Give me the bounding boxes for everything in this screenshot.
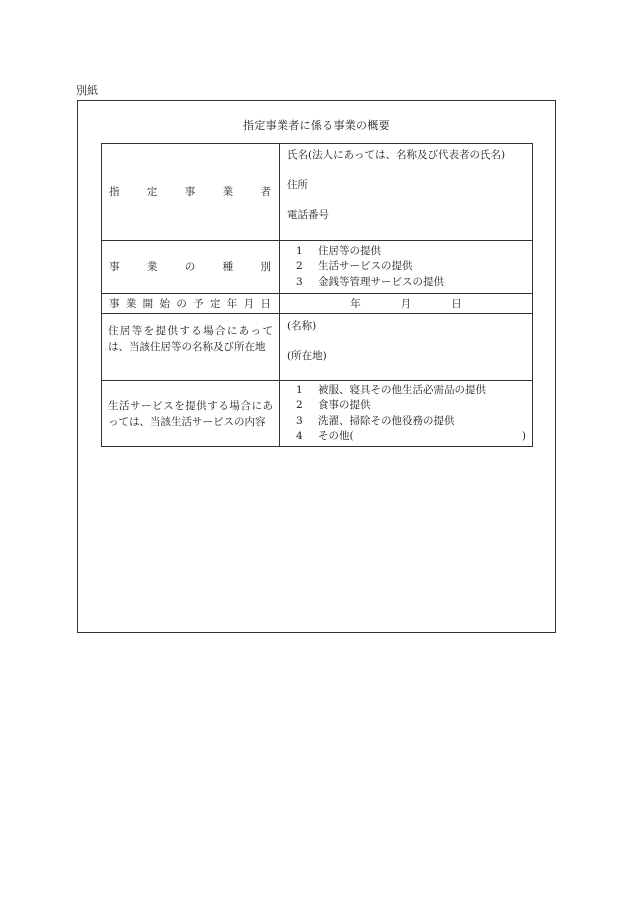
operator-address-line: 住所 (287, 179, 308, 191)
operator-label-cell (102, 144, 280, 241)
business-type-label-cell (102, 241, 280, 294)
document-title: 指定事業者に係る事業の概要 (243, 119, 390, 132)
month-unit: 月 (400, 297, 412, 310)
operator-name-line: 氏名(法人にあっては、名称及び代表者の氏名) (287, 149, 506, 161)
start-date-fields (280, 297, 532, 311)
list-item: 1 被服、寝具その他生活必需品の提供 (296, 383, 486, 396)
table-row-services (102, 381, 533, 447)
day-unit: 日 (451, 297, 462, 310)
list-item: 2 生活サービスの提供 (296, 260, 413, 273)
list-item: 2 食事の提供 (296, 399, 371, 411)
housing-label: 住居等を提供する場合にあっては、当該住居等の名称及び所在地 (108, 325, 273, 353)
table-row-housing (102, 314, 533, 381)
table-row-operator (102, 144, 533, 241)
start-date-label: 事 業 開 始 の 予 定 年 月 日 (109, 297, 271, 310)
table-row-business-type (102, 241, 533, 294)
business-type-label: 事 業 の 種 別 (109, 261, 271, 273)
business-type-value-cell (280, 241, 533, 294)
document-frame (77, 100, 556, 633)
table-row-start-date (102, 294, 533, 314)
overview-table (101, 143, 533, 447)
attachment-label: 別紙 (76, 84, 98, 97)
operator-label: 指 定 事 業 者 (109, 186, 271, 198)
list-item-other: 4 その他( ) (296, 429, 526, 445)
list-item: 1 住居等の提供 (296, 244, 381, 257)
services-label: 生活サービスを提供する場合にあっては、当該生活サービスの内容 (108, 399, 273, 428)
other-close-paren: ) (521, 430, 526, 442)
housing-label-cell (102, 314, 280, 381)
services-value-cell (280, 381, 533, 447)
services-label-cell (102, 381, 280, 447)
operator-phone-line: 電話番号 (287, 209, 329, 221)
start-date-label-cell (102, 294, 280, 314)
start-date-value-cell (280, 294, 533, 314)
year-unit: 年 (350, 297, 361, 310)
operator-value-cell (280, 144, 533, 241)
list-item: 3 金銭等管理サービスの提供 (296, 275, 444, 288)
housing-location-line: (所在地) (287, 350, 327, 362)
housing-name-line: (名称) (287, 320, 317, 332)
list-item: 3 洗濯、掃除その他役務の提供 (296, 414, 455, 427)
housing-value-cell (280, 314, 533, 381)
